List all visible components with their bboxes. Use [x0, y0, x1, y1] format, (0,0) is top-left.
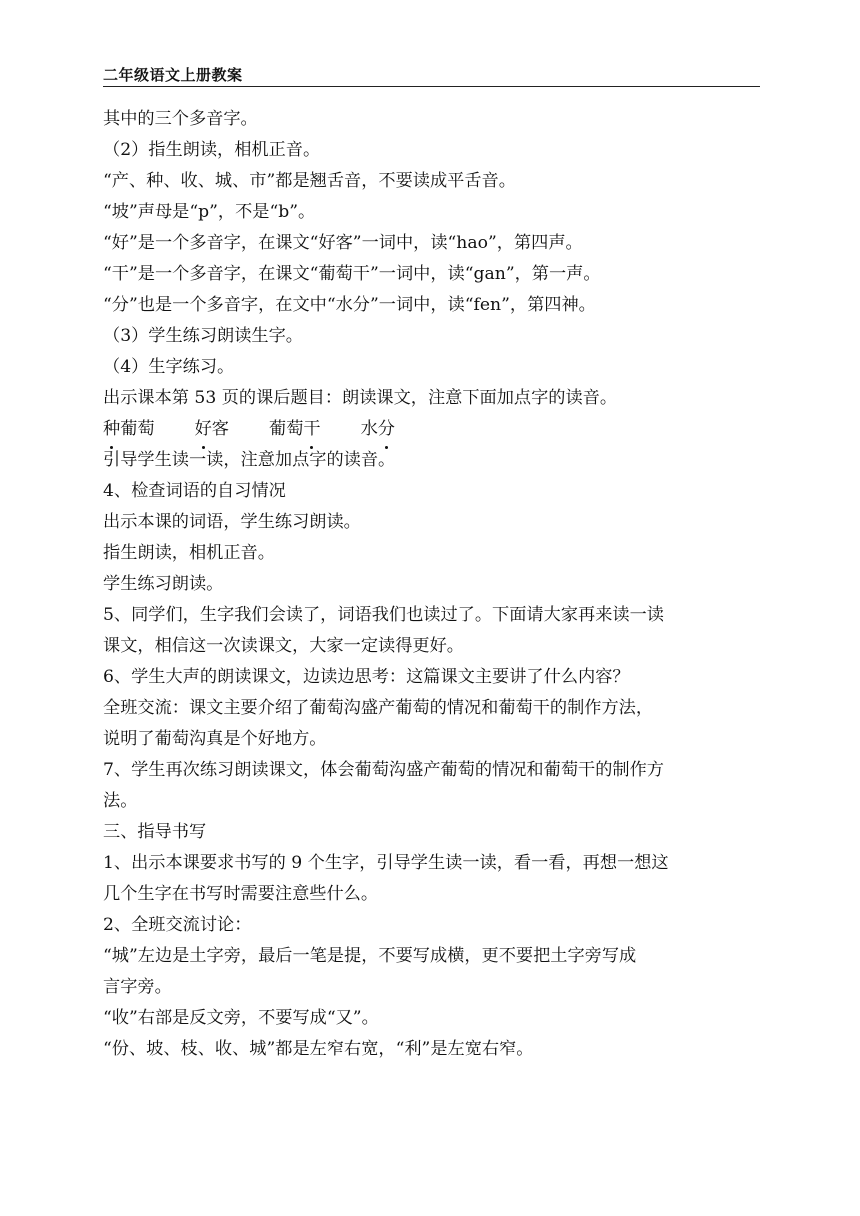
text-line: “坡”声母是“p”，不是“b”。: [103, 202, 316, 222]
text-line: “分”也是一个多音字，在文中“水分”一词中，读“fen”，第四神。: [103, 295, 596, 315]
text-line: 说明了葡萄沟真是个好地方。: [103, 729, 327, 749]
dotted-char: 种: [103, 414, 120, 445]
text-line: 出示课本第 53 页的课后题目：朗读课文，注意下面加点字的读音。: [103, 388, 618, 408]
text-line: 法。: [103, 791, 138, 811]
text-line: 其中的三个多音字。: [103, 109, 258, 129]
text-line: 指生朗读，相机正音。: [103, 543, 275, 563]
section-heading: 三、指导书写: [103, 822, 207, 842]
text-line: 2、全班交流讨论：: [103, 915, 252, 935]
dotted-char: 干: [303, 414, 320, 445]
dotted-word: 葡萄干: [269, 414, 321, 445]
text-line: （2）指生朗读，相机正音。: [103, 140, 321, 160]
header-title: 二年级语文上册教案: [103, 66, 243, 84]
text-line: “好”是一个多音字，在课文“好客”一词中，读“hao”，第四声。: [103, 233, 583, 253]
text-line: “城”左边是土字旁，最后一笔是提，不要写成横，更不要把土字旁写成: [103, 946, 637, 966]
text-line: 课文，相信这一次读课文，大家一定读得更好。: [103, 636, 464, 656]
text-line: 1、出示本课要求书写的 9 个生字，引导学生读一读，看一看，再想一想这: [103, 853, 669, 873]
dotted-word-row: [103, 414, 763, 445]
text-line: 出示本课的词语，学生练习朗读。: [103, 512, 361, 532]
page-header: [103, 62, 760, 87]
dotted-word: 水分: [361, 414, 395, 445]
text-line: 言字旁。: [103, 977, 172, 997]
text-line: “份、坡、枝、收、城”都是左窄右宽，“利”是左宽右窄。: [103, 1039, 534, 1059]
lesson-body: [103, 104, 763, 1065]
text-line: 学生练习朗读。: [103, 574, 224, 594]
dotted-word: 好客: [195, 414, 229, 445]
text-line: “收”右部是反文旁，不要写成“又”。: [103, 1008, 379, 1028]
text-line: “产、种、收、城、市”都是翘舌音，不要读成平舌音。: [103, 171, 516, 191]
text-line: 几个生字在书写时需要注意些什么。: [103, 884, 379, 904]
text-line: 5、同学们，生字我们会读了，词语我们也读过了。下面请大家再来读一读: [103, 605, 664, 625]
dotted-char: 好: [195, 414, 212, 445]
dotted-char: 分: [378, 414, 395, 445]
text-line: “干”是一个多音字，在课文“葡萄干”一词中，读“gan”，第一声。: [103, 264, 601, 284]
text-line: 7、学生再次练习朗读课文，体会葡萄沟盛产葡萄的情况和葡萄干的制作方: [103, 760, 664, 780]
text-line: 引导学生读一读，注意加点字的读音。: [103, 450, 396, 470]
dotted-word: 种葡萄: [103, 414, 155, 445]
text-line: （4）生字练习。: [103, 357, 235, 377]
section-heading: 4、检查词语的自习情况: [103, 481, 286, 501]
text-line: （3）学生练习朗读生字。: [103, 326, 303, 346]
text-line: 6、学生大声的朗读课文，边读边思考：这篇课文主要讲了什么内容？: [103, 667, 630, 687]
text-line: 全班交流：课文主要介绍了葡萄沟盛产葡萄的情况和葡萄干的制作方法，: [103, 698, 654, 718]
